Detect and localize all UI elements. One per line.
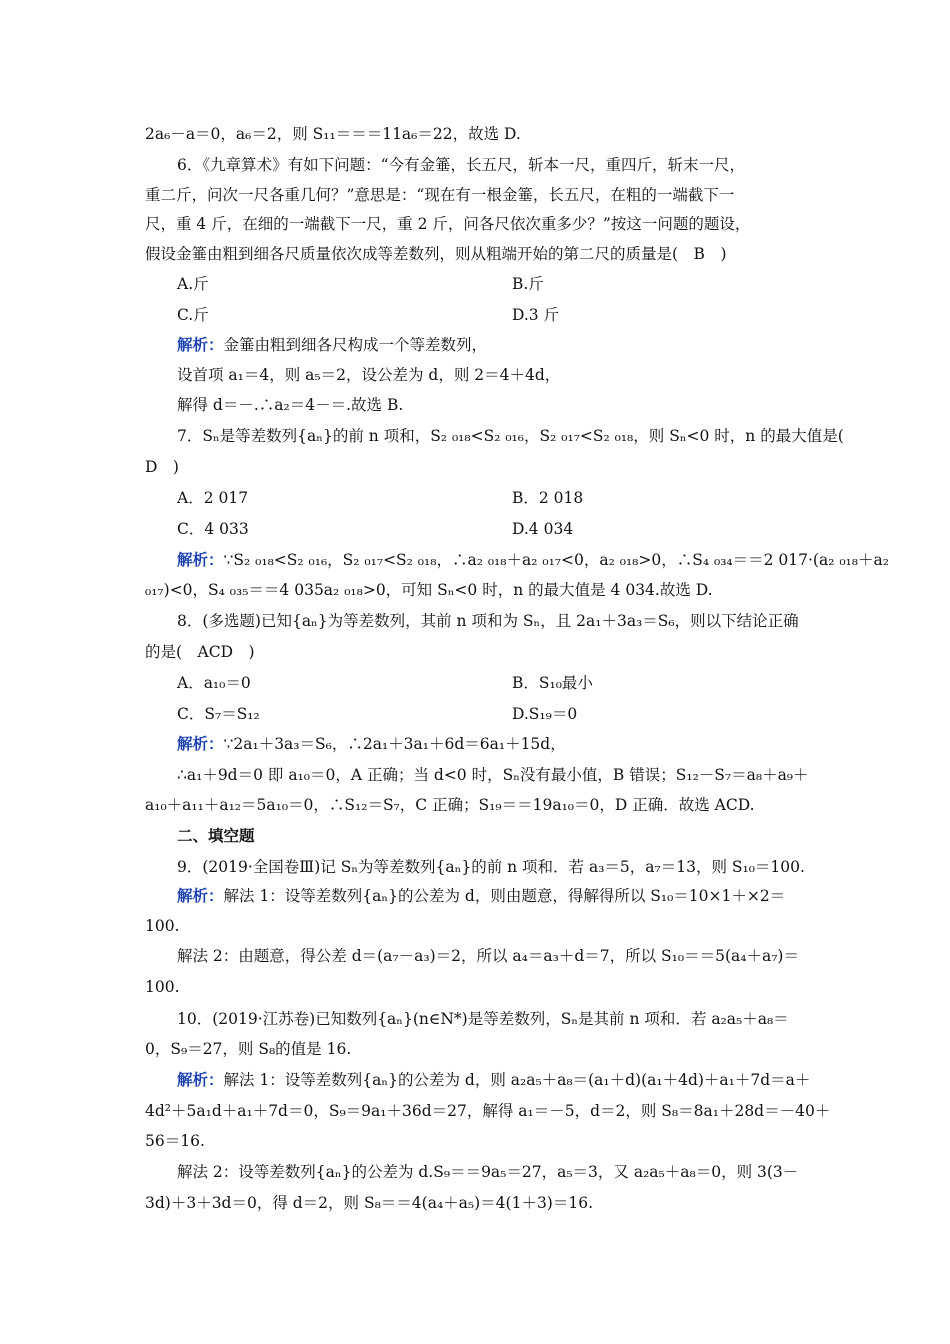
solution-text: ∵2a₁＋3a₃＝S₆，∴2a₁＋3a₁＋6d＝6a₁＋15d， xyxy=(223,735,566,753)
text-line: 2a₆－a＝0，a₆＝2，则 S₁₁＝＝＝11a₆＝22，故选 D. xyxy=(145,125,521,143)
question-9-stem: 9．(2019·全国卷Ⅲ)记 Sₙ为等差数列{aₙ}的前 n 项和．若 a₃＝5，a₇＝13，则 S₁₀＝100. xyxy=(177,858,805,876)
solution-line xyxy=(177,734,807,754)
text-line: 设首项 a₁＝4，则 a₅＝2，设公差为 d，则 2＝4＋4d， xyxy=(177,366,561,384)
solution-label: 解析： xyxy=(177,886,224,905)
solution-line xyxy=(177,1070,811,1090)
text-line: ∴a₁＋9d＝0 即 a₁₀＝0，A 正确；当 d<0 时，Sₙ没有最小值，B 错误；S₁₂－S₇＝a₈＋a₉＋ xyxy=(177,766,809,784)
text-line: 解法 2：设等差数列{aₙ}的公差为 d.S₉＝＝9a₅＝27，a₅＝3，又 a₂a₅＋a₈＝0，则 3(3－ xyxy=(177,1163,799,1181)
text-line: 解得 d＝－.∴a₂＝4－＝.故选 B. xyxy=(177,396,404,414)
text-line: 4d²＋5a₁d＋a₁＋7d＝0，S₉＝9a₁＋36d＝27，解得 a₁＝－5，d＝2，则 S₈＝8a₁＋28d＝－40＋ xyxy=(145,1102,831,1120)
option-c: C．S₇＝S₁₂ xyxy=(177,705,260,723)
text-line: 重二斤，问次一尺各重几何？”意思是：“现在有一根金箠，长五尺，在粗的一端截下一 xyxy=(145,186,735,204)
option-b: B.斤 xyxy=(512,275,544,293)
solution-line xyxy=(177,550,889,570)
solution-line xyxy=(177,335,807,355)
text-line: 0，S₉＝27，则 S₈的值是 16. xyxy=(145,1040,352,1058)
text-line: 的是( ACD ) xyxy=(145,643,255,661)
text-line: ₀₁₇)<0，S₄ ₀₃₅＝＝4 035a₂ ₀₁₈>0，可知 Sₙ<0 时，n 的最大值是 4 034.故选 D. xyxy=(145,581,713,599)
option-a: A．a₁₀＝0 xyxy=(177,674,251,692)
section-heading: 二、填空题 xyxy=(177,827,255,845)
text-line: D ) xyxy=(145,458,179,476)
option-b: B．2 018 xyxy=(512,489,584,507)
option-a: A.斤 xyxy=(177,275,209,293)
text-line: 尺，重 4 斤，在细的一端截下一尺，重 2 斤，问各尺依次重多少？”按这一问题的题设， xyxy=(145,215,751,233)
solution-label: 解析： xyxy=(177,734,224,753)
solution-text: 解法 1：设等差数列{aₙ}的公差为 d，则由题意，得解得所以 S₁₀＝10×1＋×2＝ xyxy=(223,887,786,905)
solution-label: 解析： xyxy=(177,335,224,354)
solution-label: 解析： xyxy=(177,1070,224,1089)
option-c: C．4 033 xyxy=(177,520,249,538)
text-line: 100. xyxy=(145,917,180,935)
text-line: a₁₀＋a₁₁＋a₁₂＝5a₁₀＝0，∴S₁₂＝S₇，C 正确；S₁₉＝＝19a₁₀＝0，D 正确．故选 ACD. xyxy=(145,796,755,814)
option-c: C.斤 xyxy=(177,306,209,324)
option-d: D.S₁₉＝0 xyxy=(512,705,578,723)
solution-text: ∵S₂ ₀₁₈<S₂ ₀₁₆，S₂ ₀₁₇<S₂ ₀₁₈，∴a₂ ₀₁₈＋a₂ ₀₁₇<0，a₂ ₀₁₈>0，∴S₄ ₀₃₄＝＝2 017·(a₂ ₀₁₈＋a₂ xyxy=(223,551,889,569)
text-line: 56＝16. xyxy=(145,1132,205,1150)
question-7-stem: 7．Sₙ是等差数列{aₙ}的前 n 项和，S₂ ₀₁₈<S₂ ₀₁₆，S₂ ₀₁₇<S₂ ₀₁₈，则 Sₙ<0 时，n 的最大值是( xyxy=(177,427,844,445)
option-a: A．2 017 xyxy=(177,489,249,507)
option-b: B．S₁₀最小 xyxy=(512,674,593,692)
text-line: 解法 2：由题意，得公差 d＝(a₇－a₃)＝2，所以 a₄＝a₃＋d＝7，所以 S₁₀＝＝5(a₄＋a₇)＝ xyxy=(177,947,799,965)
option-d: D.4 034 xyxy=(512,520,574,538)
question-10-stem: 10．(2019·江苏卷)已知数列{aₙ}(n∈N*)是等差数列，Sₙ是其前 n 项和．若 a₂a₅＋a₈＝ xyxy=(177,1010,789,1028)
text-line: 3d)＋3＋3d＝0，得 d＝2，则 S₈＝＝4(a₄＋a₅)＝4(1＋3)＝16. xyxy=(145,1194,594,1212)
solution-text: 金箠由粗到细各尺构成一个等差数列， xyxy=(223,336,488,354)
question-8-stem: 8．(多选题)已知{aₙ}为等差数列，其前 n 项和为 Sₙ，且 2a₁＋3a₃＝S₆，则以下结论正确 xyxy=(177,612,799,630)
solution-label: 解析： xyxy=(177,550,224,569)
solution-line xyxy=(177,886,807,906)
question-6-stem: 6．《九章算术》有如下问题：“今有金箠，长五尺，斩本一尺，重四斤，斩末一尺， xyxy=(177,156,746,174)
solution-text: 解法 1：设等差数列{aₙ}的公差为 d，则 a₂a₅＋a₈＝(a₁＋d)(a₁＋4d)＋a₁＋7d＝a＋ xyxy=(223,1071,811,1089)
text-line: 假设金箠由粗到细各尺质量依次成等差数列，则从粗端开始的第二尺的质量是( B ) xyxy=(145,245,727,263)
option-d: D.3 斤 xyxy=(512,306,560,324)
text-line: 100. xyxy=(145,978,180,996)
